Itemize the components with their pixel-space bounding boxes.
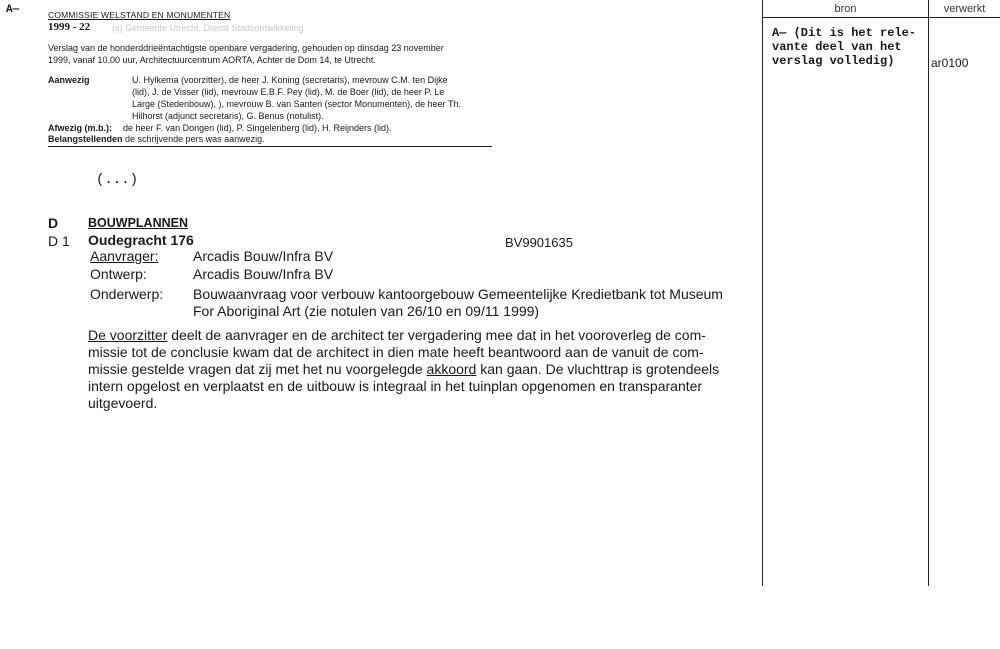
aanwezig-line: (lid), J. de Visser (lid), mevrouw E.B.F. Pey (lid), M. de Boer (lid), de heer P. Le: [132, 87, 445, 97]
onderwerp-value: Bouwaanvraag voor verbouw kantoorgebouw Gemeentelijke Kredietbank tot Museum: [193, 286, 723, 302]
section-letter: D: [48, 215, 59, 231]
verwerkt-code: ar0100: [931, 56, 969, 70]
register-note-line: A— (Dit is het rele-: [772, 26, 917, 40]
aanwezig-label: Aanwezig: [48, 75, 90, 85]
paragraph: [88, 327, 748, 412]
ontwerp-label: Ontwerp:: [90, 266, 147, 282]
page-marker: A—: [6, 4, 20, 16]
paragraph-line-3: [88, 361, 748, 378]
register-header-line: [762, 17, 1000, 18]
aanwezig-line: Large (Stedenbouw), ), mevrouw B. van Santen (sector Monumenten), de heer Th.: [132, 99, 462, 109]
onderwerp-value-line2: For Aboriginal Art (zie notulen van 26/10 en 09/11 1999): [193, 303, 540, 319]
faint-text: (c) Gemeente Utrecht, Dienst Stadsontwikkeling: [112, 23, 304, 33]
section-title: BOUWPLANNEN: [88, 216, 188, 230]
register-note-line: verslag volledig): [772, 54, 895, 68]
commissie-label: COMMISSIE WELSTAND EN MONUMENTEN: [48, 10, 231, 20]
aanwezig-list: [132, 74, 492, 122]
belang-label: Belangstellenden: [48, 134, 123, 144]
item-code: BV9901635: [505, 235, 573, 250]
akkoord-text: akkoord: [426, 361, 477, 377]
afwezig-label: Afwezig (m.b.):: [48, 123, 112, 133]
aanwezig-line: U. Hylkema (voorzitter), de heer J. Koning (secretaris), mevrouw C.M. ten Dijke: [132, 75, 448, 85]
register-middle-border: [928, 0, 929, 586]
aanwezig-line: Hilhorst (adjunct secretaris), G. Benus (notulist).: [132, 111, 324, 121]
aanvrager-label: Aanvrager:: [90, 248, 159, 264]
paragraph-line-3-pre: missie gestelde vragen dat zij met het nu voorgelegde: [88, 361, 427, 377]
belang-row: [48, 133, 265, 145]
register-note: [772, 26, 916, 68]
register-note-line: vante deel van het: [772, 40, 902, 54]
header-divider: [48, 146, 492, 147]
verslag-line-1: Verslag van de honderddrieëntachtigste openbare vergadering, gehouden op dinsdag 23 november: [48, 43, 444, 53]
register-left-border: [762, 0, 763, 586]
paragraph-line-4: intern opgelost en verplaatst en de uitbouw is integraal in het tuinplan opgenomen en transparanter: [88, 378, 703, 394]
paragraph-line-1-rest: deelt de aanvrager en de architect ter vergadering mee dat in het vooroverleg de com-: [167, 327, 706, 343]
paragraph-line-5: uitgevoerd.: [88, 395, 158, 411]
belang-text: de schrijvende pers was aanwezig.: [125, 134, 265, 144]
paragraph-line-3-post: kan gaan. De vluchttrap is grotendeels: [476, 361, 720, 377]
paragraph-line-1: [88, 327, 748, 344]
ontwerp-value: Arcadis Bouw/Infra BV: [193, 266, 334, 282]
voorzitter-text: De voorzitter: [88, 327, 168, 343]
year-code: 1999 - 22: [48, 21, 91, 33]
paragraph-line-2: missie tot de conclusie kwam dat de architect in dien mate heeft beantwoord aan de vanuit de com-: [88, 344, 704, 360]
afwezig-text: de heer F. van Dongen (lid), P. Singelenberg (lid), H. Reijnders (lid).: [123, 123, 392, 133]
verslag-block: [48, 42, 488, 66]
onderwerp-label: Onderwerp:: [90, 286, 164, 302]
aanvrager-value: Arcadis Bouw/Infra BV: [193, 248, 334, 264]
ellipsis: (...): [96, 172, 139, 188]
item-number: D 1: [48, 233, 70, 249]
verslag-line-2: 1999, vanaf 10.00 uur, Architectuurcentrum AORTA, Achter de Dom 14, te Utrecht.: [48, 55, 376, 65]
col-verwerkt-header: verwerkt: [943, 3, 986, 15]
col-bron-header: bron: [834, 3, 857, 15]
item-title: Oudegracht 176: [88, 232, 194, 248]
